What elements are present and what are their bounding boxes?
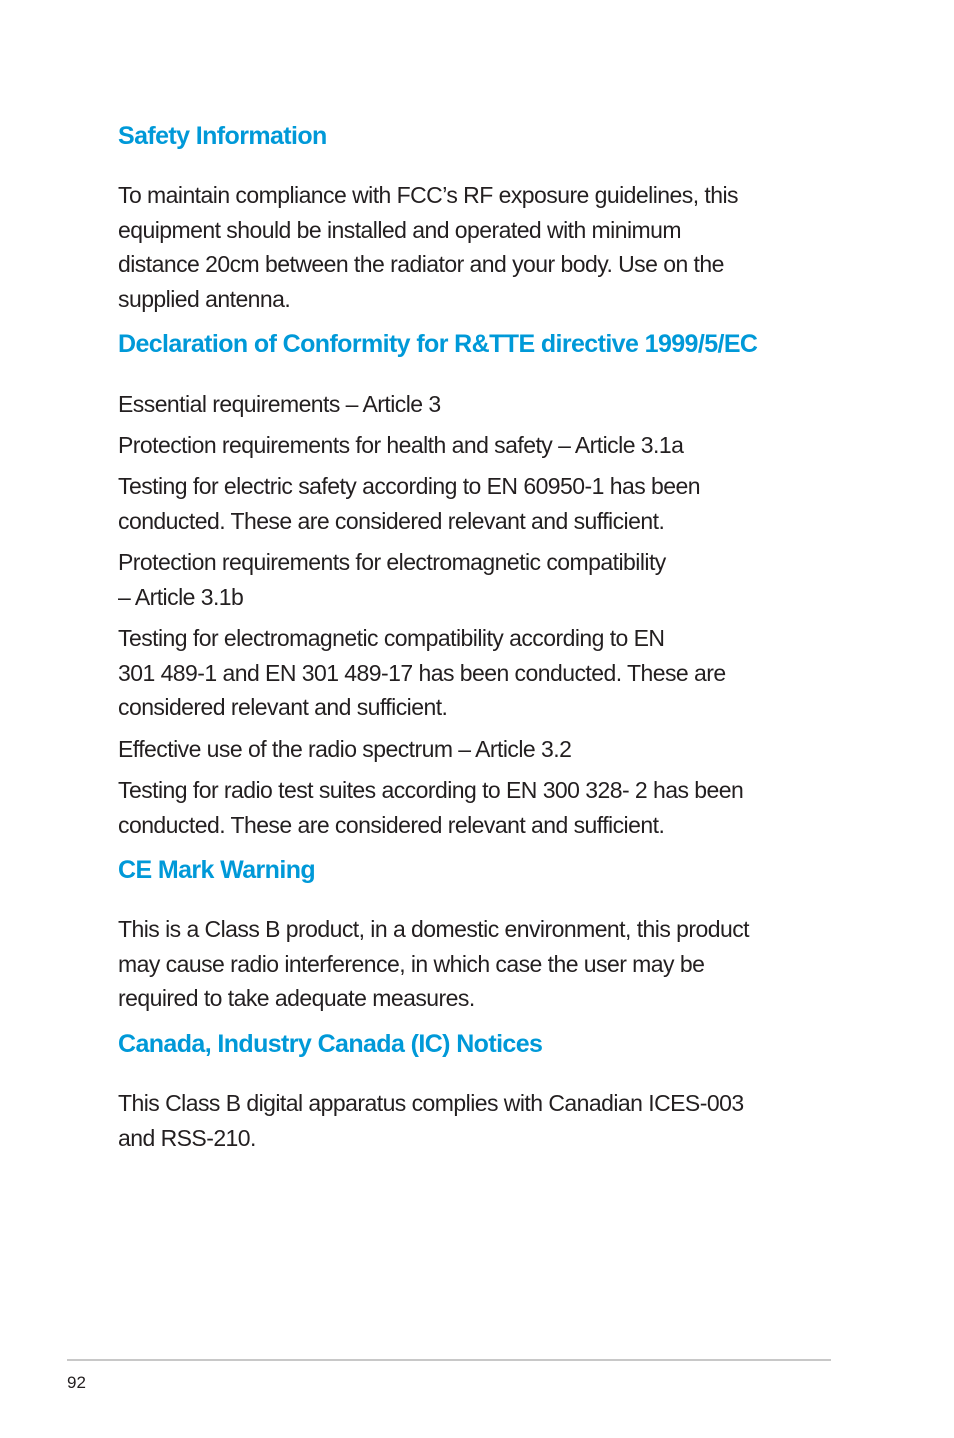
page-number: 92 [67,1373,86,1392]
heading-ce-mark-warning: CE Mark Warning [118,856,316,884]
heading-declaration-of-conformity: Declaration of Conformity for R&TTE directive 1999/5/EC [118,330,758,358]
paragraph-health-safety: Protection requirements for health and safety – Article 3.1a [118,432,684,458]
footer-divider [67,1359,831,1361]
paragraph-ce-mark-warning: This is a Class B product, in a domestic environment, this product may cause radio interference, in which case the user may be required to take adequate measures. [118,916,749,1011]
paragraph-emc-testing: Testing for electromagnetic compatibility according to EN 301 489-1 and EN 301 489-17 has been conducted. These are considered relevant and sufficient. [118,625,726,720]
heading-safety-information: Safety Information [118,122,327,150]
paragraph-safety-information: To maintain compliance with FCC’s RF exposure guidelines, this equipment should be installed and operated with minimum distance 20cm between the radiator and your body. Use on the supplied antenna. [118,182,738,312]
paragraph-radio-testing: Testing for radio test suites according to EN 300 328- 2 has been conducted. These are considered relevant and sufficient. [118,777,744,838]
paragraph-emc-requirements: Protection requirements for electromagnetic compatibility – Article 3.1b [118,549,666,610]
paragraph-radio-spectrum: Effective use of the radio spectrum – Article 3.2 [118,736,572,762]
paragraph-electric-safety-testing: Testing for electric safety according to EN 60950-1 has been conducted. These are considered relevant and sufficient. [118,473,700,534]
paragraph-canada-ic-notices: This Class B digital apparatus complies with Canadian ICES-003 and RSS-210. [118,1090,744,1151]
heading-canada-ic-notices: Canada, Industry Canada (IC) Notices [118,1030,543,1058]
paragraph-essential-requirements: Essential requirements – Article 3 [118,391,441,417]
